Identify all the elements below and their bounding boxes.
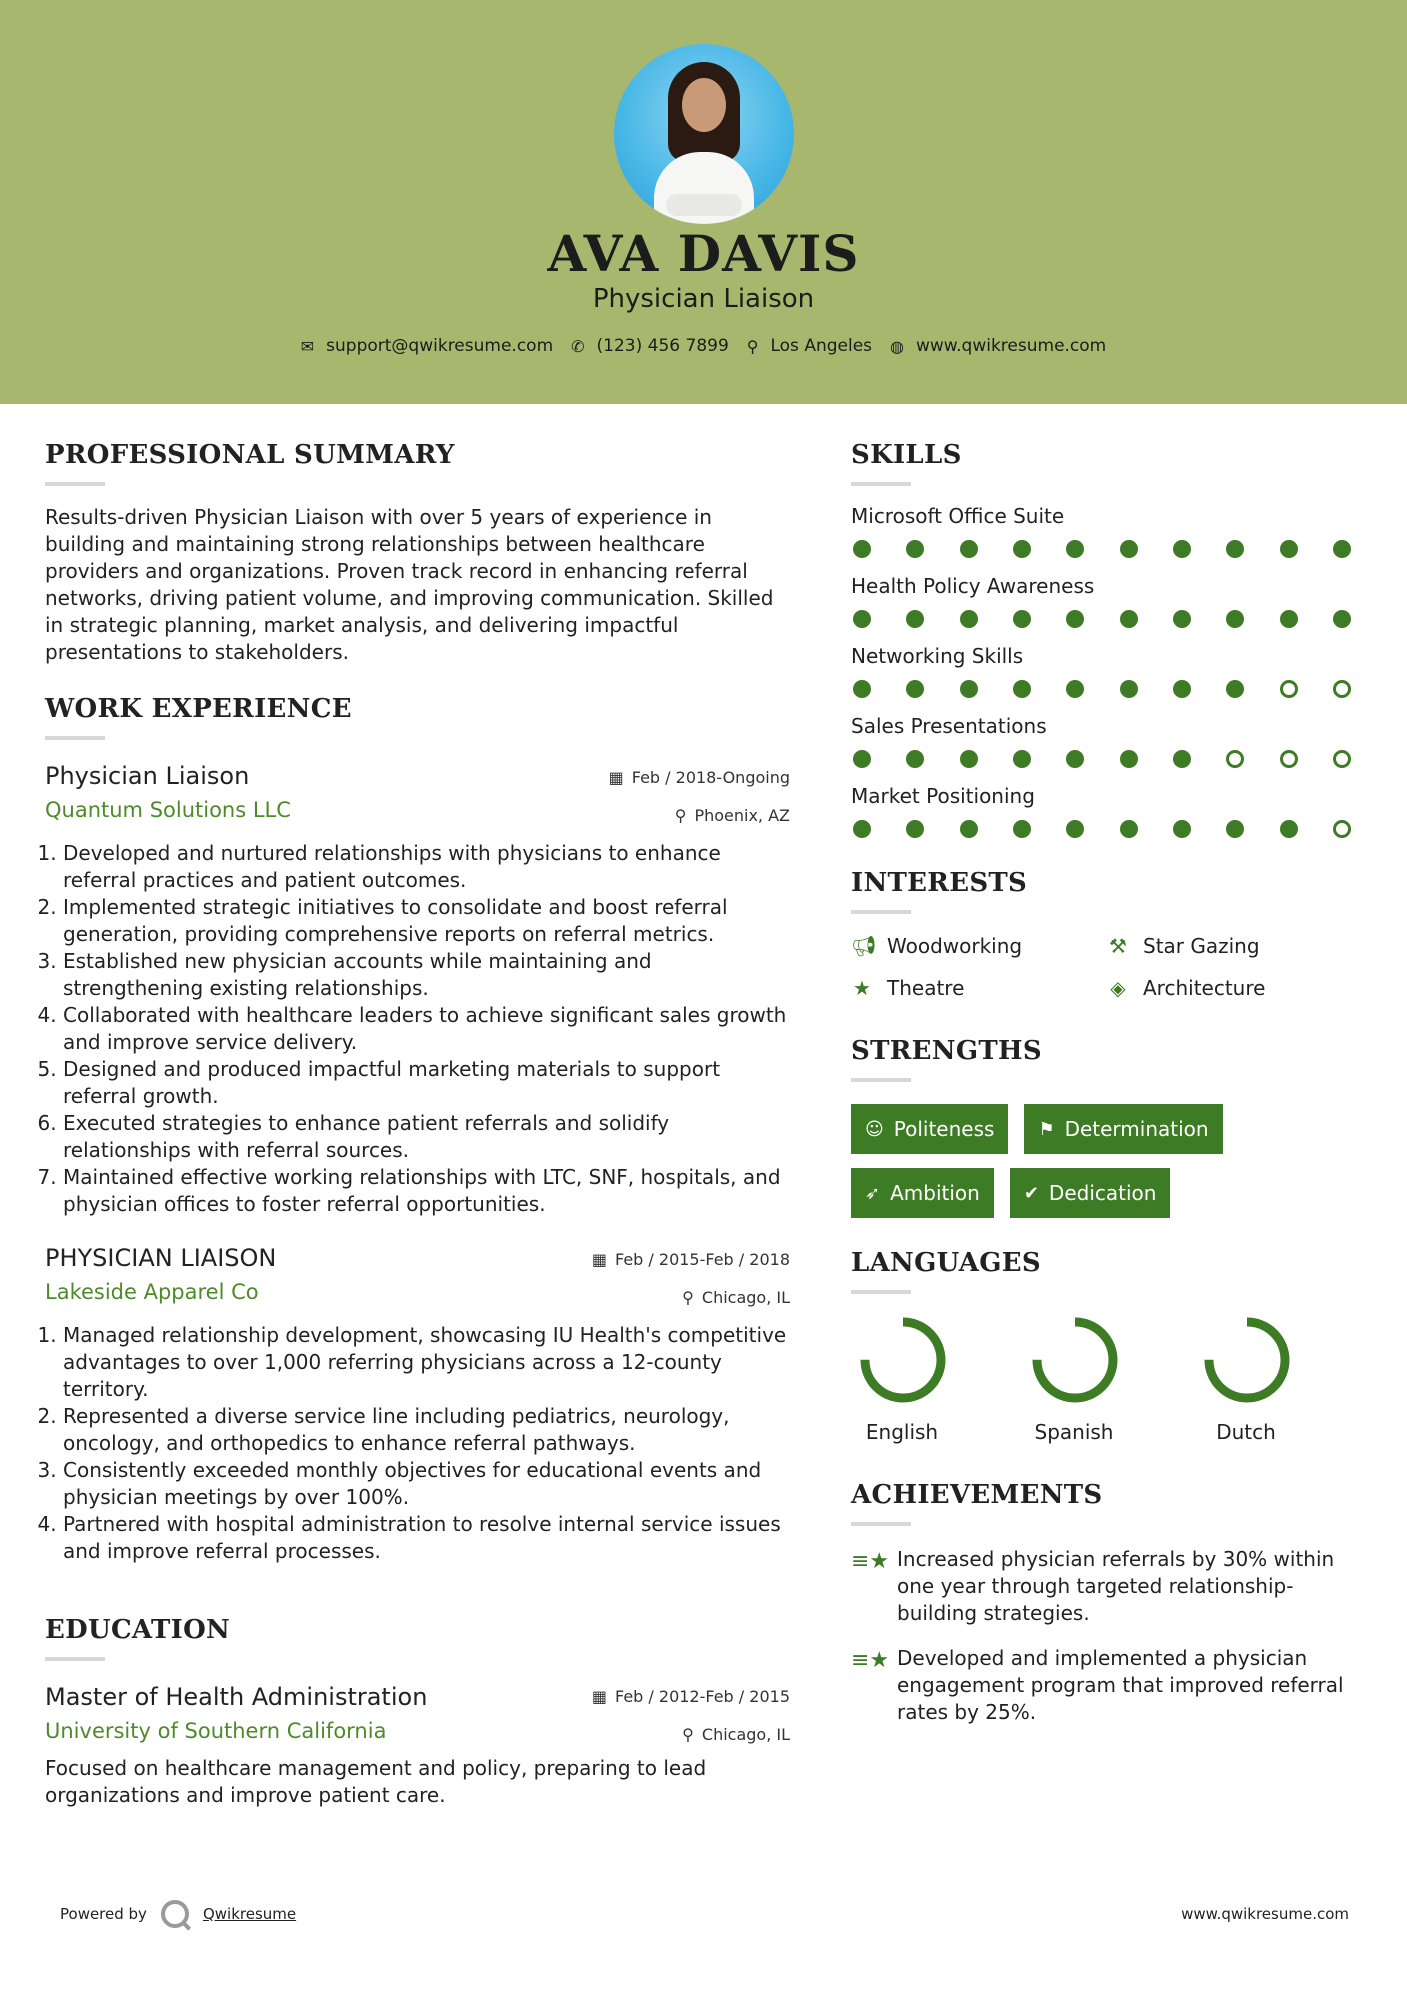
education-entry [45,1683,790,1809]
pin-icon: ⚲ [682,1725,694,1744]
education-description: Focused on healthcare management and policy, preparing to lead organizations and improve patient care. [45,1756,707,1807]
language-level-arc [1209,1322,1285,1398]
job-date: ▦ Feb / 2015-Feb / 2018 [591,1250,790,1269]
phone-icon: ✆ [571,336,585,356]
summary-text: Results-driven Physician Liaison with over 5 years of experience in building and maintaining strong relationships between healthcare providers and organizations. Proven track record in enhancing referral networks, driving patient volume, and improving communication. Skilled in strategic planning, market analysis, and delivering impactful presentations to stakeholders. [45,505,774,664]
language-level-ring [857,1314,949,1406]
rating-dot-filled [1066,610,1084,628]
rating-dot-filled [1173,820,1191,838]
footer-brand-link[interactable]: Qwikresume [202,1905,297,1923]
degree-name: Master of Health Administration [45,1683,428,1711]
rating-dot-filled [1333,540,1351,558]
rating-dot-filled [1280,540,1298,558]
list-item: 4. Collaborated with healthcare leaders to achieve significant sales growth and improve service delivery. [63,1002,790,1056]
candidate-title: Physician Liaison [592,284,815,314]
pin-icon: ⚲ [682,1288,694,1307]
rating-dot-filled [960,540,978,558]
rating-dot-empty [1226,750,1244,768]
list-item: 6. Executed strategies to enhance patient referrals and solidify relationships with referral sources. [63,1110,790,1164]
left-column [45,440,790,1809]
rating-dot-filled [1173,540,1191,558]
shooting-star-icon: ≡★ [851,1549,890,1574]
rating-dot-filled [1066,540,1084,558]
strength-badge: ➶ Ambition [851,1168,994,1218]
job-duties [45,1322,790,1565]
language-level-ring [1029,1314,1121,1406]
rating-dot-empty [1333,750,1351,768]
skills-section [851,440,1371,838]
rating-dot-filled [960,680,978,698]
envelope-icon: ✉ [300,336,315,356]
rating-dot-filled [1226,610,1244,628]
rating-dot-filled [906,680,924,698]
language-level-arc [1037,1322,1113,1398]
strengths-section [851,1036,1371,1218]
rating-dot-empty [1333,680,1351,698]
rating-dot-filled [1013,610,1031,628]
rating-dot-filled [960,610,978,628]
job-location: ⚲ Phoenix, AZ [674,806,790,825]
skill-rating [851,750,1351,768]
interest-item: 📢︎ Woodworking [851,934,1023,958]
rating-dot-filled [1013,750,1031,768]
shooting-star-icon: ≡★ [851,1648,890,1673]
rating-dot-filled [1120,750,1138,768]
globe-icon: ◍ [890,336,904,356]
pin-icon: ⚲ [674,806,687,825]
language-level-arc [865,1322,941,1398]
calendar-icon: ▦ [608,768,624,787]
job-date: ▦ Feb / 2018-Ongoing [608,768,790,787]
smile-icon: ☺ [865,1118,884,1140]
section-divider [45,736,105,740]
section-divider [851,1078,911,1082]
school-name: University of Southern California [45,1719,387,1743]
rating-dot-filled [1120,610,1138,628]
job-title: Physician Liaison [45,762,250,790]
contact-email[interactable]: ✉ support@qwikresume.com [300,336,554,356]
list-item: 1. Managed relationship development, showcasing IU Health's competitive advantages to over 1,000 referring physicians across a 12-county territory. [63,1322,790,1403]
rating-dot-filled [1333,610,1351,628]
achievements-section [851,1480,1371,1726]
section-heading: ACHIEVEMENTS [851,1480,1103,1510]
languages-section [851,1248,1371,1444]
gavel-icon: ⚒ [1109,934,1127,958]
education-location: ⚲ Chicago, IL [682,1725,790,1744]
rating-dot-filled [1013,820,1031,838]
section-heading: INTERESTS [851,868,1028,898]
rating-dot-filled [853,820,871,838]
candidate-name: AVA DAVIS [547,224,860,283]
rating-dot-filled [1173,750,1191,768]
skill-name: Microsoft Office Suite [851,504,1065,528]
section-divider [851,910,911,914]
contact-location: ⚲ Los Angeles [746,336,873,356]
ticket-icon: ◈ [1110,976,1126,1000]
section-heading: WORK EXPERIENCE [45,694,352,724]
rating-dot-filled [960,820,978,838]
skills-list [851,504,1371,838]
strengths-list [851,1104,1371,1218]
skill-item [851,784,1371,838]
interests-list [851,934,1371,1000]
language-item [1029,1314,1119,1444]
strength-badge: ✔ Dedication [1010,1168,1171,1218]
rating-dot-filled [1013,540,1031,558]
education-section [45,1615,790,1809]
skill-rating [851,540,1351,558]
list-item: 5. Designed and produced impactful marketing materials to support referral growth. [63,1056,790,1110]
rating-dot-filled [1066,750,1084,768]
section-divider [45,482,105,486]
star-icon: ★ [853,976,871,1000]
language-item [857,1314,947,1444]
list-item: 4. Partnered with hospital administration to resolve internal service issues and improve referral processes. [63,1511,790,1565]
avatar [614,44,794,224]
flag-icon: ⚑ [1038,1118,1055,1140]
section-heading: STRENGTHS [851,1036,1042,1066]
language-name: Spanish [1034,1420,1114,1444]
job-location: ⚲ Chicago, IL [682,1288,790,1307]
contact-bar [0,336,1407,356]
interest-item: ⚒ Star Gazing [1107,934,1363,958]
rating-dot-filled [853,750,871,768]
list-item: 2. Implemented strategic initiatives to consolidate and boost referral generation, providing comprehensive reports on referral metrics. [63,894,790,948]
calendar-icon: ▦ [591,1687,607,1706]
skill-name: Sales Presentations [851,714,1047,738]
skill-item [851,644,1371,698]
job-entry [45,1244,790,1565]
rating-dot-filled [1226,540,1244,558]
section-heading: PROFESSIONAL SUMMARY [45,440,455,470]
skill-name: Market Positioning [851,784,1035,808]
job-title: PHYSICIAN LIAISON [45,1244,277,1272]
rating-dot-filled [1120,540,1138,558]
skill-name: Health Policy Awareness [851,574,1095,598]
rating-dot-filled [906,820,924,838]
rating-dot-filled [1066,680,1084,698]
rating-dot-empty [1280,750,1298,768]
rating-dot-empty [1333,820,1351,838]
achievement-item: ≡★ Increased physician referrals by 30% within one year through targeted relationship-building strategies. [851,1547,1335,1625]
list-item: 7. Maintained effective working relationships with LTC, SNF, hospitals, and physician offices to foster referral opportunities. [63,1164,790,1218]
rating-dot-filled [1120,680,1138,698]
skill-rating [851,610,1351,628]
company-name: Quantum Solutions LLC [45,798,291,822]
interest-item: ◈ Architecture [1107,976,1363,1000]
header-banner [0,0,1407,404]
company-name: Lakeside Apparel Co [45,1280,259,1304]
strength-badge: ⚑ Determination [1024,1104,1222,1154]
rating-dot-empty [1280,680,1298,698]
check-circle-icon: ✔ [1023,1182,1039,1204]
calendar-icon: ▦ [591,1250,607,1269]
language-name: English [865,1420,939,1444]
section-heading: SKILLS [851,440,962,470]
skill-name: Networking Skills [851,644,1024,668]
language-name: Dutch [1216,1420,1276,1444]
section-heading: EDUCATION [45,1615,231,1645]
right-column [851,440,1371,1726]
achievement-item: ≡★ Developed and implemented a physician engagement program that improved referral rates by 25%. [851,1646,1344,1724]
rating-dot-filled [1173,610,1191,628]
rating-dot-filled [853,540,871,558]
rating-dot-filled [1226,680,1244,698]
rating-dot-filled [960,750,978,768]
contact-website[interactable]: ◍ www.qwikresume.com [890,336,1107,356]
rating-dot-filled [1280,820,1298,838]
list-item: 1. Developed and nurtured relationships with physicians to enhance referral practices and patient outcomes. [63,840,790,894]
interest-item: ★ Theatre [851,976,1107,1000]
job-duties [45,840,790,1218]
rocket-icon: ➶ [865,1182,881,1204]
strength-badge: ☺ Politeness [851,1104,1008,1154]
language-item [1201,1314,1291,1444]
rating-dot-filled [906,540,924,558]
list-item: 3. Established new physician accounts while maintaining and strengthening existing relationships. [63,948,790,1002]
section-divider [45,1657,105,1661]
contact-phone[interactable]: ✆ (123) 456 7899 [571,336,729,356]
section-divider [851,482,911,486]
language-level-ring [1201,1314,1293,1406]
rating-dot-filled [853,610,871,628]
interests-section [851,868,1371,1000]
map-marker-icon: ⚲ [746,336,759,356]
rating-dot-filled [853,680,871,698]
rating-dot-filled [1120,820,1138,838]
rating-dot-filled [1173,680,1191,698]
section-divider [851,1522,911,1526]
languages-list [851,1314,1371,1444]
footer-powered-by: Powered by Qwikresume [60,1900,296,1928]
rating-dot-filled [1066,820,1084,838]
rating-dot-filled [1280,610,1298,628]
rating-dot-filled [1226,820,1244,838]
qwikresume-logo-icon [161,1900,189,1928]
section-divider [851,1290,911,1294]
bullhorn-icon: 📢︎ [851,934,877,958]
skill-rating [851,680,1351,698]
section-heading: LANGUAGES [851,1248,1041,1278]
skill-rating [851,820,1351,838]
education-date: ▦ Feb / 2012-Feb / 2015 [591,1687,790,1706]
rating-dot-filled [906,610,924,628]
footer-website[interactable]: www.qwikresume.com [1181,1905,1349,1923]
list-item: 3. Consistently exceeded monthly objectives for educational events and physician meetings by over 100%. [63,1457,790,1511]
rating-dot-filled [1013,680,1031,698]
skill-item [851,574,1371,628]
skill-item [851,714,1371,768]
skill-item [851,504,1371,558]
experience-section [45,694,790,1565]
summary-section [45,440,790,666]
job-entry [45,762,790,1218]
rating-dot-filled [906,750,924,768]
list-item: 2. Represented a diverse service line including pediatrics, neurology, oncology, and orthopedics to enhance referral pathways. [63,1403,790,1457]
